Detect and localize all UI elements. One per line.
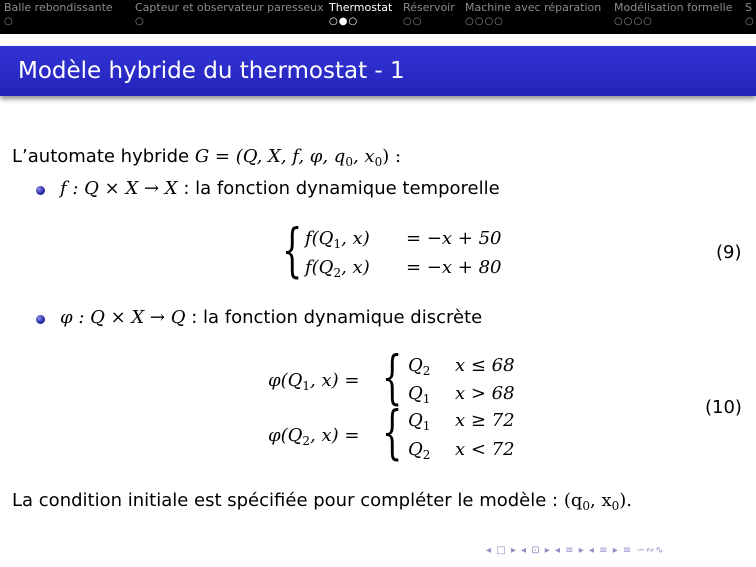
eq10-case1-state: $Q_2$ [408,355,431,378]
bullet2-formula: φ : Q × X → Q [60,307,186,328]
eq10-case3-state: $Q_1$ [408,410,431,433]
bullet-item-temporal [60,178,500,199]
nav-dots-capteur[interactable]: ○ [135,16,145,27]
beamer-navigation-controls[interactable]: ◂ □ ▸ ◂ ⊡ ▸ ◂ ≡ ▸ ◂ ≡ ▸ ≡ ∽∾∿ [486,545,665,556]
bullet1-formula: f : Q × X → X [60,178,178,199]
brace-icon: { [282,216,303,284]
eq10-case3-cond: x ≥ 72 [455,410,515,431]
nav-dots-reservoir[interactable]: ○○ [403,16,423,27]
nav-section-balle[interactable]: Balle rebondissante [4,1,113,14]
eq9-row1-lhs: $f(Q_1$, x) [305,228,370,251]
nav-section-reservoir[interactable]: Réservoir [403,1,455,14]
conclusion-line [12,490,632,511]
nav-dots-balle[interactable]: ○ [4,16,14,27]
eq10-case4-state: $Q_2$ [408,439,431,462]
nav-section-capteur[interactable]: Capteur et observateur paresseux [135,1,324,14]
equation-number-9: (9) [716,242,742,263]
nav-section-machine[interactable]: Machine avec réparation [465,1,602,14]
intro-formula: G = (Q, X, f, φ, $q_0$, $x_0$) : [194,146,402,169]
eq9-row2-lhs: $f(Q_2$, x) [305,257,370,280]
eq10-block2-lhs: $\varphi(Q_2$, x) = [268,425,360,448]
section-navigation [0,0,756,34]
equation-number-10: (10) [705,397,742,418]
nav-section-thermostat[interactable]: Thermostat [329,1,393,14]
nav-dots-thermostat[interactable]: ○●○ [329,16,359,27]
intro-text: L’automate hybride [12,146,190,167]
eq9-row1-rhs: = −x + 50 [406,228,502,249]
eq10-case2-cond: x > 68 [455,383,515,404]
title-bar [0,46,756,96]
eq10-case4-cond: x < 72 [455,439,515,460]
slide-title: Modèle hybride du thermostat - 1 [18,58,405,84]
bullet-item-discrete [60,307,482,328]
nav-section-truncated[interactable]: S [745,1,752,14]
conclusion-formula: ($q_0$, $x_0$). [563,490,633,513]
bullet-icon [36,186,45,195]
eq10-case1-cond: x ≤ 68 [455,355,515,376]
bullet2-text: : la fonction dynamique discrète [191,307,483,328]
conclusion-text: La condition initiale est spécifiée pour compléter le modèle : [12,490,559,511]
eq10-block1-lhs: $\varphi(Q_1$, x) = [268,370,360,393]
eq10-case2-state: $Q_1$ [408,383,431,406]
brace-icon: { [382,343,403,411]
eq9-row2-rhs: = −x + 80 [406,257,502,278]
brace-icon: { [382,398,403,466]
bullet1-text: : la fonction dynamique temporelle [183,178,500,199]
intro-line [12,146,401,167]
nav-section-modelisation[interactable]: Modélisation formelle [614,1,733,14]
nav-dots-modelisation[interactable]: ○○○○ [614,16,653,27]
nav-dots-machine[interactable]: ○○○○ [465,16,504,27]
bullet-icon [36,315,45,324]
nav-dots-truncated[interactable]: ○ [745,16,755,27]
